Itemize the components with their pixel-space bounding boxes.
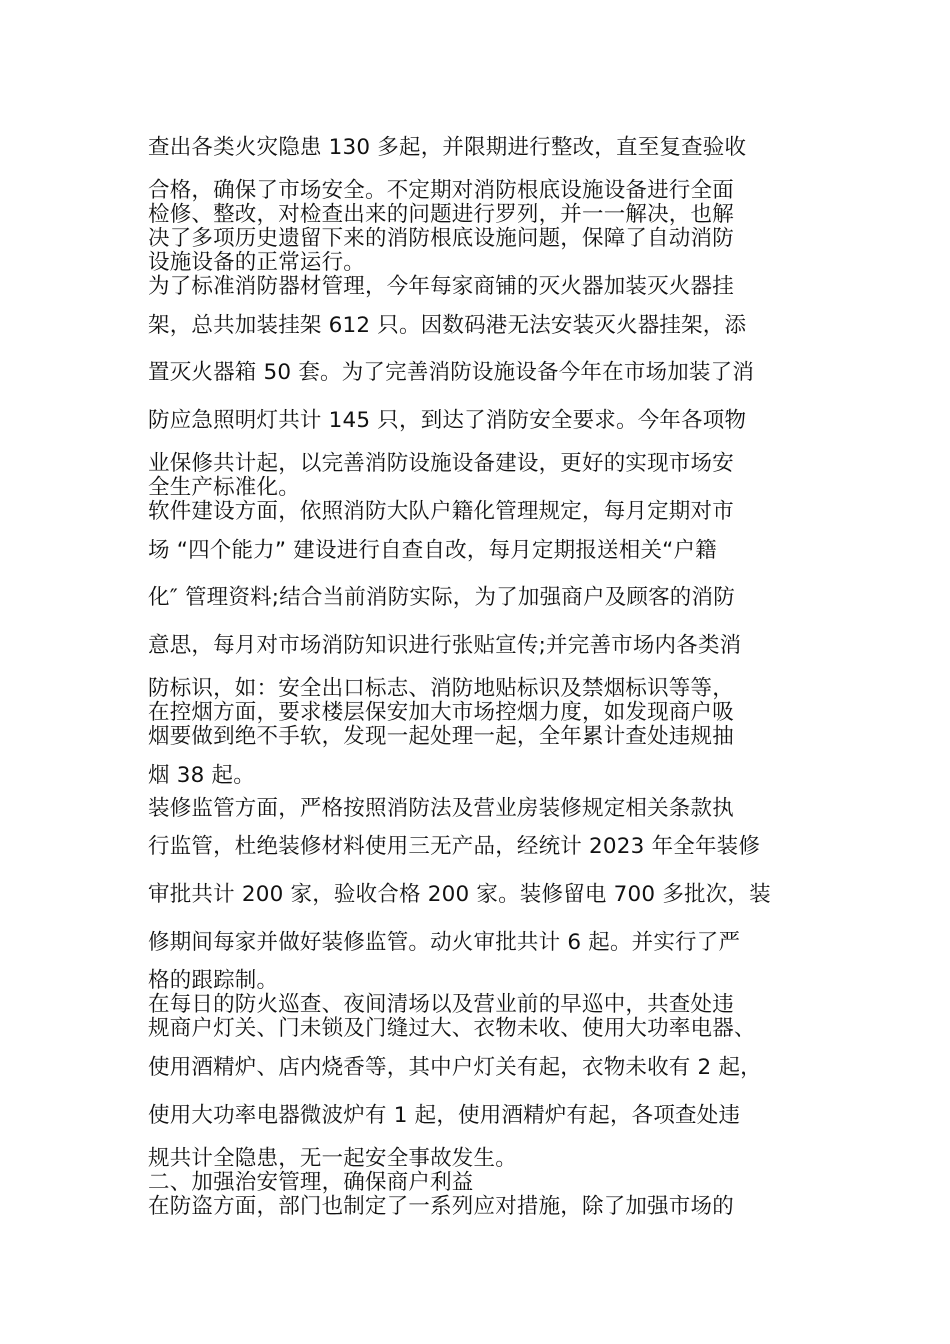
text-line: 使用大功率电器微波炉有 1 起，使用酒精炉有起，各项查处违 [148, 1103, 741, 1128]
text-line: 全生产标准化。 [148, 475, 300, 500]
text-line: 修期间每家并做好装修监管。动火审批共计 6 起。并实行了严 [148, 930, 741, 955]
text-line: 格的跟踪制。 [148, 968, 279, 993]
text-line: 业保修共计起，以完善消防设施设备建设，更好的实现市场安 [148, 451, 734, 476]
text-line: 规共计全隐患，无一起安全事故发生。 [148, 1146, 517, 1171]
text-line: 合格，确保了市场安全。不定期对消防根底设施设备进行全面 [148, 178, 734, 203]
text-line: 烟要做到绝不手软，发现一起处理一起，全年累计查处违规抽 [148, 724, 734, 749]
text-line: 在防盗方面，部门也制定了一系列应对措施，除了加强市场的 [148, 1194, 734, 1219]
text-line: 软件建设方面，依照消防大队户籍化管理规定，每月定期对市 [148, 499, 734, 524]
text-line: 检修、整改，对检查出来的问题进行罗列，并一一解决，也解 [148, 202, 734, 227]
text-line: 规商户灯关、门未锁及门缝过大、衣物未收、使用大功率电器、 [148, 1016, 756, 1041]
text-line: 使用酒精炉、店内烧香等，其中户灯关有起，衣物未收有 2 起， [148, 1055, 762, 1080]
text-line: 防应急照明灯共计 145 只，到达了消防安全要求。今年各项物 [148, 408, 747, 433]
text-line: 行监管，杜绝装修材料使用三无产品，经统计 2023 年全年装修 [148, 834, 761, 859]
text-line: 在每日的防火巡查、夜间清场以及营业前的早巡中，共查处违 [148, 992, 734, 1017]
text-line: 架，总共加装挂架 612 只。因数码港无法安装灭火器挂架，添 [148, 313, 747, 338]
text-line: 防标识，如：安全出口标志、消防地贴标识及禁烟标识等等， [148, 676, 734, 701]
text-line: 场 “四个能力” 建设进行自查自改，每月定期报送相关“户籍 [148, 538, 717, 563]
text-line: 装修监管方面，严格按照消防法及营业房装修规定相关条款执 [148, 796, 734, 821]
text-line: 化″ 管理资料;结合当前消防实际，为了加强商户及顾客的消防 [148, 585, 735, 610]
text-line: 查出各类火灾隐患 130 多起，并限期进行整改，直至复查验收 [148, 135, 747, 160]
section-heading: 二、加强治安管理，确保商户利益 [148, 1170, 474, 1195]
text-line: 置灭火器箱 50 套。为了完善消防设施设备今年在市场加装了消 [148, 360, 755, 385]
text-line: 在控烟方面，要求楼层保安加大市场控烟力度，如发现商户吸 [148, 700, 734, 725]
text-line: 为了标准消防器材管理，今年每家商铺的灭火器加装灭火器挂 [148, 274, 734, 299]
text-line: 烟 38 起。 [148, 763, 255, 788]
text-line: 意思，每月对市场消防知识进行张贴宣传;并完善市场内各类消 [148, 633, 742, 658]
text-line: 决了多项历史遗留下来的消防根底设施问题，保障了自动消防 [148, 226, 734, 251]
text-line: 审批共计 200 家，验收合格 200 家。装修留电 700 多批次，装 [148, 882, 771, 907]
text-line: 设施设备的正常运行。 [148, 250, 366, 275]
